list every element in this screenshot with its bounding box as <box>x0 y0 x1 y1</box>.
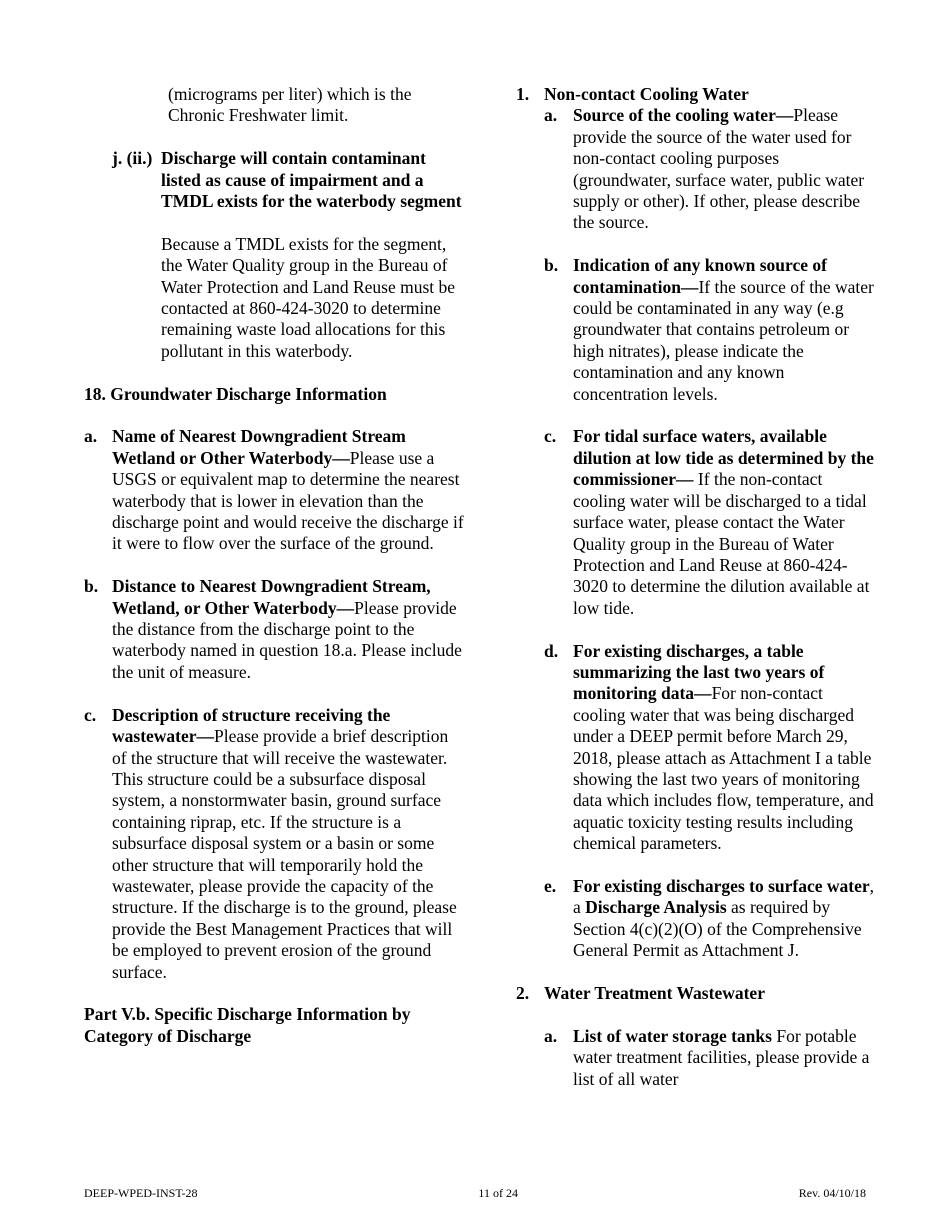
item-18b <box>84 576 464 683</box>
item-label: a. <box>84 426 98 447</box>
part-vb-heading: Part V.b. Specific Discharge Information by Category of Discharge <box>84 1004 411 1046</box>
item-heading: For existing discharges to surface water <box>573 875 870 896</box>
item-text: For potable water treatment facilities, please provide a list of all water <box>573 1025 870 1089</box>
item-heading: Name of Nearest Downgradient Stream Wetland or Other Waterbody— <box>112 426 406 468</box>
item-18c <box>84 705 464 983</box>
item-18a <box>84 426 464 554</box>
item-label: c. <box>84 704 97 725</box>
section-18-heading: 18. Groundwater Discharge Information <box>84 383 387 404</box>
page-footer <box>84 1186 866 1201</box>
item-heading: Indication of any known source of contamination— <box>573 255 827 297</box>
item-text: For non-contact cooling water that was being discharged under a DEEP permit before March 29, 2018, please attach as Attachment I a table showing the last two years of monitoring data which includes flow, temperature, and aquatic toxicity testing results including chemical parameters. <box>573 683 874 854</box>
item-j-ii <box>112 148 464 362</box>
item-label: b. <box>544 255 559 276</box>
item-heading: Distance to Nearest Downgradient Stream, Wetland, or Other Waterbody— <box>112 576 431 618</box>
item-1d <box>544 641 876 855</box>
item-1c <box>544 426 876 619</box>
section-1 <box>516 84 876 105</box>
item-2a <box>544 1026 876 1090</box>
section-label: 2. <box>516 982 530 1003</box>
item-label: d. <box>544 640 559 661</box>
item-label: j. (ii.) <box>112 148 153 169</box>
page-number: 11 of 24 <box>478 1186 518 1200</box>
item-heading: List of water storage tanks <box>573 1025 772 1046</box>
item-text: , a <box>573 875 875 918</box>
item-1b <box>544 255 876 405</box>
revision-date: Rev. 04/10/18 <box>798 1186 866 1200</box>
item-heading: Description of structure receiving the wastewater— <box>112 704 391 747</box>
section-heading: Non-contact Cooling Water <box>544 84 749 104</box>
right-column <box>516 84 876 1090</box>
item-text: Please use a USGS or equivalent map to determine the nearest waterbody that is lower in elevation than the discharge point and would receive the discharge if it were to flow over the surface of the ground. <box>112 447 464 554</box>
item-label: b. <box>84 576 99 597</box>
section-label: 1. <box>516 84 530 104</box>
item-text: If the non-contact cooling water will be discharged to a tidal surface water, please contact the Water Quality group in the Bureau of Water Protection and Land Reuse at 860-424-3020 to determine the dilution available at low tide. <box>573 469 870 618</box>
item-bold-term: Discharge Analysis <box>585 897 727 918</box>
section-2 <box>516 983 876 1004</box>
item-text: Please provide a brief description of the structure that will receive the wastewater. This structure could be a subsurface disposal system, a nonstormwater basin, ground surface containing riprap, etc. If the structure is a subsurface disposal system or a basin or some other structure that will temporarily hold the wastewater, please provide the capacity of the structure. If the discharge is to the ground, please provide the Best Management Practices that will be employed to prevent erosion of the ground surface. <box>112 726 457 982</box>
item-heading: Discharge will contain contaminant listed as cause of impairment and a TMDL exists for the waterbody segment <box>161 148 462 212</box>
item-text: Please provide the distance from the discharge point to the waterbody named in question 18.a. Please include the unit of measure. <box>112 597 462 682</box>
item-label: a. <box>544 105 558 126</box>
item-label: e. <box>544 875 557 896</box>
left-column <box>84 84 464 1047</box>
item-text: as required by Section 4(c)(2)(O) of the Comprehensive General Permit as Attachment J. <box>573 897 862 961</box>
item-1e <box>544 876 876 962</box>
item-heading: For tidal surface waters, available dilution at low tide as determined by the commissioner— <box>573 426 874 490</box>
item-text: Because a TMDL exists for the segment, the Water Quality group in the Bureau of Water Protection and Land Reuse must be contacted at 860-424-3020 to determine remaining waste load allocations for this pollutant in this waterbody. <box>161 233 456 361</box>
item-heading: For existing discharges, a table summarizing the last two years of monitoring data— <box>573 640 825 704</box>
item-label: c. <box>544 426 557 447</box>
item-text: Please provide the source of the water used for non-contact cooling purposes (groundwater, surface water, public water supply or other). If other, please describe the source. <box>573 105 865 233</box>
item-label: a. <box>544 1025 558 1046</box>
section-heading: Water Treatment Wastewater <box>544 982 765 1003</box>
intro-text: (micrograms per liter) which is the Chronic Freshwater limit. <box>168 84 412 126</box>
item-text: If the source of the water could be contaminated in any way (e.g groundwater that contains petroleum or high nitrates), please indicate the contamination and any known concentration levels. <box>573 276 874 404</box>
item-heading: Source of the cooling water— <box>573 105 794 126</box>
doc-id: DEEP-WPED-INST-28 <box>84 1186 198 1200</box>
item-1a <box>544 105 876 233</box>
